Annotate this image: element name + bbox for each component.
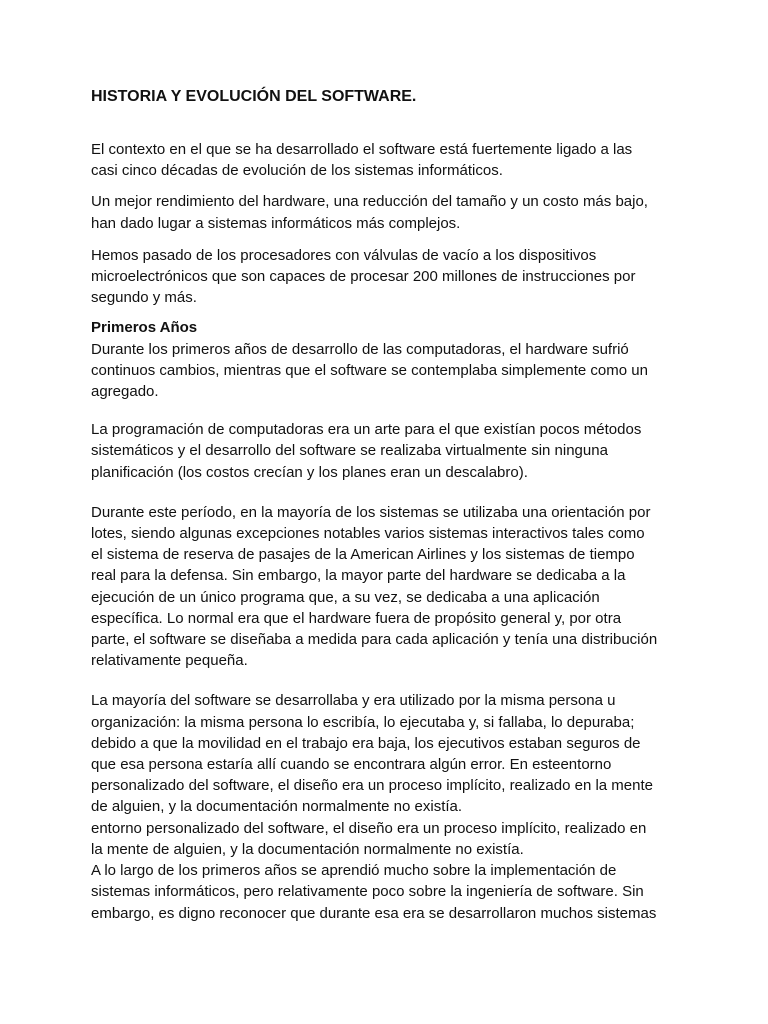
text-line: Hemos pasado de los procesadores con válvulas de vacío a los dispositivos (91, 246, 597, 264)
text-line: organización: la misma persona lo escribía, lo ejecutaba y, si fallaba, lo depuraba; (91, 713, 635, 731)
text-line: planificación (los costos crecían y los planes eran un descalabro). (91, 463, 528, 481)
text-line: casi cinco décadas de evolución de los sistemas informáticos. (91, 162, 503, 180)
text-line: Durante este período, en la mayoría de los sistemas se utilizaba una orientación por (91, 503, 651, 521)
document-title: HISTORIA Y EVOLUCIÓN DEL SOFTWARE. (91, 88, 417, 105)
text-line: relativamente pequeña. (91, 652, 248, 670)
text-line: ejecución de un único programa que, a su vez, se dedicaba a una aplicación (91, 588, 600, 606)
text-line: lotes, siendo algunas excepciones notables varios sistemas interactivos tales como (91, 525, 645, 543)
section-heading (91, 317, 681, 338)
paragraph (91, 502, 681, 672)
text-line: parte, el software se diseñaba a medida para cada aplicación y tenía una distribución (91, 631, 658, 649)
text-line: embargo, es digno reconocer que durante esa era se desarrollaron muchos sistemas (91, 904, 657, 922)
text-line: segundo y más. (91, 289, 197, 307)
text-line: de alguien, y la documentación normalmente no existía. (91, 798, 463, 816)
text-line: microelectrónicos que son capaces de procesar 200 millones de instrucciones por (91, 268, 636, 286)
paragraph (91, 339, 681, 403)
paragraph (91, 690, 681, 923)
text-line: sistemáticos y el desarrollo del software se realizaba virtualmente sin ninguna (91, 442, 608, 460)
text-line: han dado lugar a sistemas informáticos más complejos. (91, 214, 461, 232)
text-line: la mente de alguien, y la documentación normalmente no existía. (91, 840, 524, 858)
text-line: sistemas informáticos, pero relativamente poco sobre la ingeniería de software. Sin (91, 883, 644, 901)
text-line: el sistema de reserva de pasajes de la American Airlines y los sistemas de tiempo (91, 546, 635, 564)
text-line: El contexto en el que se ha desarrollado el software está fuertemente ligado a las (91, 141, 633, 158)
document-body (91, 86, 681, 924)
text-line: personalizado del software, el diseño era un proceso implícito, realizado en la mente (91, 777, 653, 795)
paragraph (91, 139, 681, 181)
text-line: real para la defensa. Sin embargo, la mayor parte del hardware se dedicaba a la (91, 567, 626, 585)
text-line: específica. Lo normal era que el hardware fuera de propósito general y, por otra (91, 609, 622, 627)
text-line: Durante los primeros años de desarrollo de las computadoras, el hardware sufrió (91, 340, 629, 358)
paragraph (91, 419, 681, 483)
text-line: La mayoría del software se desarrollaba y era utilizado por la misma persona u (91, 692, 616, 710)
text-line: entorno personalizado del software, el diseño era un proceso implícito, realizado en (91, 819, 647, 837)
document-blocks (91, 139, 681, 924)
text-line: La programación de computadoras era un arte para el que existían pocos métodos (91, 421, 642, 439)
text-line: Un mejor rendimiento del hardware, una reducción del tamaño y un costo más bajo, (91, 193, 648, 211)
text-line: agregado. (91, 383, 159, 401)
paragraph (91, 191, 681, 233)
text-line: continuos cambios, mientras que el software se contemplaba simplemente como un (91, 361, 648, 379)
paragraph (91, 245, 681, 309)
text-line: debido a que la movilidad en el trabajo era baja, los ejecutivos estaban seguros de (91, 734, 641, 752)
text-line: A lo largo de los primeros años se aprendió mucho sobre la implementación de (91, 862, 617, 880)
text-line: Primeros Años (91, 319, 198, 337)
text-line: que esa persona estaría allí cuando se encontrara algún error. En esteentorno (91, 756, 612, 774)
